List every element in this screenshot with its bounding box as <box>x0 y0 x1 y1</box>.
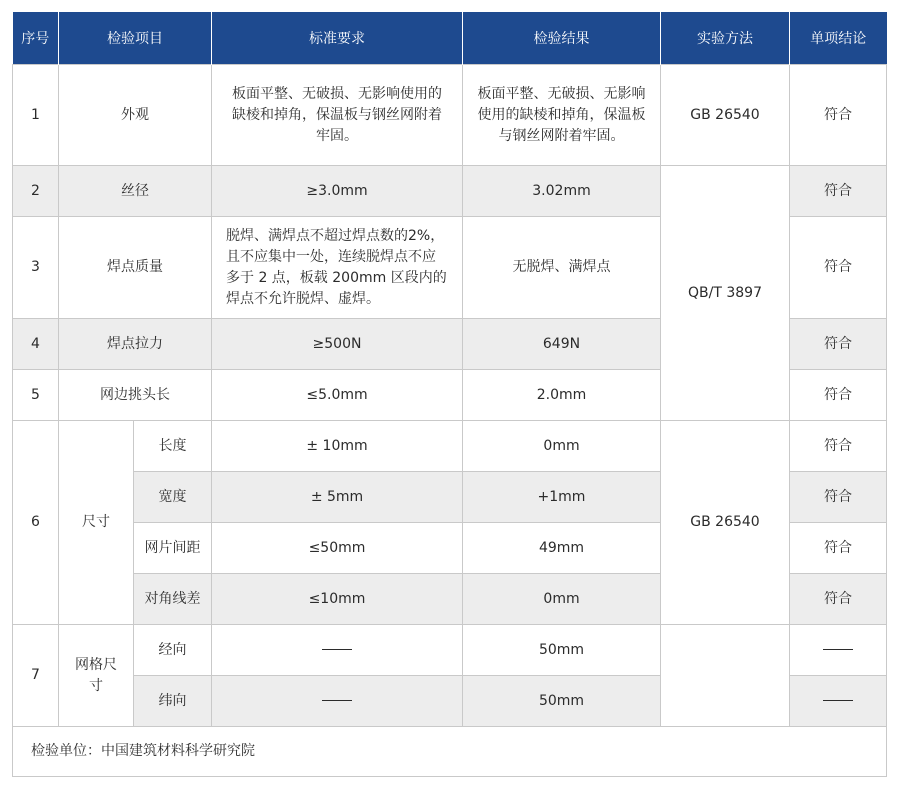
footer-row <box>13 727 887 777</box>
row-conclusion-dash <box>790 676 887 727</box>
row-no: 7 <box>13 625 59 727</box>
row-result: 3.02mm <box>463 166 661 217</box>
row-no: 1 <box>13 65 59 166</box>
row-result: 0mm <box>463 574 661 625</box>
row-standard: ≤10mm <box>212 574 463 625</box>
table-row <box>13 625 887 676</box>
row-subitem: 宽度 <box>134 472 212 523</box>
row-standard: 脱焊、满焊点不超过焊点数的2%，且不应集中一处，连续脱焊点不应多于 2 点，板载 200mm 区段内的焊点不允许脱焊、虚焊。 <box>212 217 463 319</box>
dash-icon <box>823 700 853 701</box>
row-conclusion: 符合 <box>790 65 887 166</box>
row-result: 50mm <box>463 625 661 676</box>
row-standard: ≥500N <box>212 319 463 370</box>
row-standard: ± 5mm <box>212 472 463 523</box>
row-conclusion: 符合 <box>790 166 887 217</box>
header-no: 序号 <box>13 12 59 65</box>
row-standard-dash <box>212 625 463 676</box>
row-no: 5 <box>13 370 59 421</box>
inspection-table-container <box>12 12 886 777</box>
header-conclusion: 单项结论 <box>790 12 887 65</box>
header-result: 检验结果 <box>463 12 661 65</box>
row-result: 板面平整、无破损、无影响使用的缺棱和掉角，保温板与钢丝网附着牢固。 <box>463 65 661 166</box>
row-item: 丝径 <box>59 166 212 217</box>
row-standard-dash <box>212 676 463 727</box>
row-conclusion: 符合 <box>790 574 887 625</box>
dash-icon <box>322 649 352 650</box>
row-conclusion-dash <box>790 625 887 676</box>
row-standard: ± 10mm <box>212 421 463 472</box>
row-conclusion: 符合 <box>790 370 887 421</box>
row-method: GB 26540 <box>661 65 790 166</box>
row-no: 4 <box>13 319 59 370</box>
row-subitem: 经向 <box>134 625 212 676</box>
header-method: 实验方法 <box>661 12 790 65</box>
row-subitem: 对角线差 <box>134 574 212 625</box>
inspection-unit: 检验单位：中国建筑材料科学研究院 <box>13 727 887 777</box>
row-no: 2 <box>13 166 59 217</box>
table-row <box>13 65 887 166</box>
row-result: 649N <box>463 319 661 370</box>
row-conclusion: 符合 <box>790 472 887 523</box>
row-no: 6 <box>13 421 59 625</box>
row-item: 网边挑头长 <box>59 370 212 421</box>
row-result: 2.0mm <box>463 370 661 421</box>
row-result: +1mm <box>463 472 661 523</box>
dash-icon <box>322 700 352 701</box>
row-no: 3 <box>13 217 59 319</box>
header-item: 检验项目 <box>59 12 212 65</box>
row-method: GB 26540 <box>661 421 790 625</box>
row-subitem: 网片间距 <box>134 523 212 574</box>
row-conclusion: 符合 <box>790 421 887 472</box>
row-standard: ≤50mm <box>212 523 463 574</box>
row-item: 焊点质量 <box>59 217 212 319</box>
row-result: 无脱焊、满焊点 <box>463 217 661 319</box>
row-standard: 板面平整、无破损、无影响使用的缺棱和掉角，保温板与钢丝网附着牢固。 <box>212 65 463 166</box>
row-conclusion: 符合 <box>790 217 887 319</box>
row-item: 网格尺寸 <box>59 625 134 727</box>
row-item: 焊点拉力 <box>59 319 212 370</box>
row-result: 50mm <box>463 676 661 727</box>
table-row <box>13 166 887 217</box>
row-conclusion: 符合 <box>790 523 887 574</box>
row-method-qb: QB/T 3897 <box>661 166 790 421</box>
row-item: 外观 <box>59 65 212 166</box>
row-item: 尺寸 <box>59 421 134 625</box>
table-row <box>13 421 887 472</box>
row-result: 0mm <box>463 421 661 472</box>
row-conclusion: 符合 <box>790 319 887 370</box>
header-row <box>13 12 887 65</box>
inspection-table <box>12 12 887 777</box>
row-standard: ≥3.0mm <box>212 166 463 217</box>
dash-icon <box>823 649 853 650</box>
row-result: 49mm <box>463 523 661 574</box>
row-subitem: 长度 <box>134 421 212 472</box>
header-standard: 标准要求 <box>212 12 463 65</box>
row-method-empty <box>661 625 790 727</box>
row-standard: ≤5.0mm <box>212 370 463 421</box>
row-subitem: 纬向 <box>134 676 212 727</box>
